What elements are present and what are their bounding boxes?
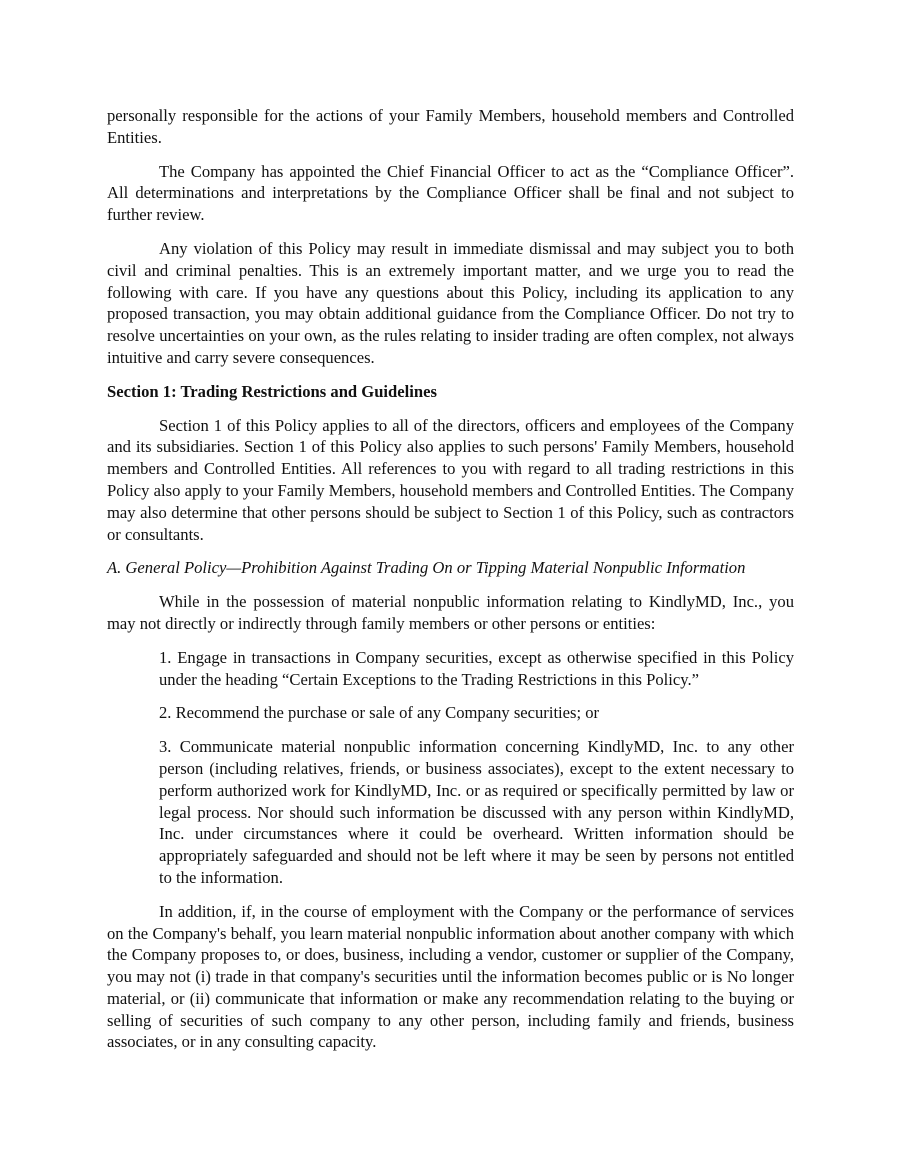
- list-item-2: 2. Recommend the purchase or sale of any Company securities; or: [159, 703, 600, 723]
- list-item-1: 1. Engage in transactions in Company securities, except as otherwise specified in this Policy under the heading “Certain Exceptions to the Trading Restrictions in this Policy.”: [159, 647, 794, 689]
- section-1-heading: Section 1: Trading Restrictions and Guidelines: [107, 381, 437, 401]
- document-page: [107, 105, 794, 1065]
- compliance-officer-paragraph: The Company has appointed the Chief Financial Officer to act as the “Compliance Officer”. All determinations and interpretations by the Compliance Officer shall be final and not subject to further review.: [107, 161, 794, 225]
- subsection-a-lead-paragraph: While in the possession of material nonpublic information relating to KindlyMD, Inc., you may not directly or indirectly through family members or other persons or entities:: [107, 592, 794, 633]
- addition-paragraph: In addition, if, in the course of employment with the Company or the performance of services on the Company's behalf, you learn material nonpublic information about another company with which the Company proposes to, or does, business, including a vendor, customer or supplier of the Company, you may not (i) trade in that company's securities until the information becomes public or is No longer material, or (ii) communicate that information or make any recommendation relating to the buying or selling of securities of such company to any other person, including family and friends, business associates, or in any consulting capacity.: [107, 901, 794, 1052]
- violation-paragraph: Any violation of this Policy may result in immediate dismissal and may subject you to both civil and criminal penalties. This is an extremely important matter, and we urge you to read the following with care. If you have any questions about this Policy, including its application to any proposed transaction, you may obtain additional guidance from the Compliance Officer. Do not try to resolve uncertainties on your own, as the rules relating to insider trading are often complex, not always intuitive and carry severe consequences.: [107, 238, 794, 367]
- list-item-3: 3. Communicate material nonpublic information concerning KindlyMD, Inc. to any other person (including relatives, friends, or business associates), except to the extent necessary to perform authorized work for KindlyMD, Inc. or as required or specifically permitted by law or legal process. Nor should such information be discussed with any person within KindlyMD, Inc. under circumstances where it could be overheard. Written information should be appropriately safeguarded and should not be left where it may be seen by persons not entitled to the information.: [159, 737, 794, 887]
- intro-continuation-paragraph: personally responsible for the actions of your Family Members, household members and Controlled Entities.: [107, 106, 794, 147]
- section-1-applicability-paragraph: Section 1 of this Policy applies to all of the directors, officers and employees of the Company and its subsidiaries. Section 1 of this Policy also applies to such persons' Family Members, household members and Controlled Entities. All references to you with regard to all trading restrictions in this Policy also apply to your Family Members, household members and Controlled Entities. The Company may also determine that other persons should be subject to Section 1 of this Policy, such as contractors or consultants.: [107, 415, 794, 544]
- subsection-a-heading: A. General Policy—Prohibition Against Trading On or Tipping Material Nonpublic Information: [107, 558, 746, 578]
